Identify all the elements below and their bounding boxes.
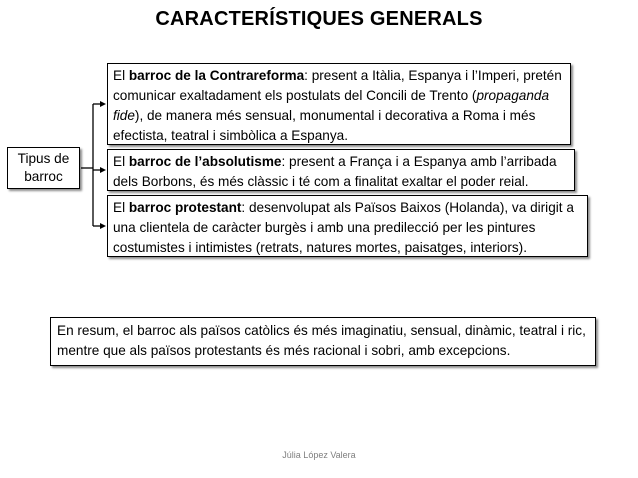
root-label-line1: Tipus de [17,151,70,166]
branch-text: : desenvolupat als Països Baixos (Holanda), va dirigit a una clientela de caràcter burgès i amb una predilecció per les pintures costumistes i intimistes (retrats, natures mortes, paisatges, interiors). [113,200,574,255]
branch-text: : present a Itàlia, Espanya i l’Imperi, pretén comunicar exaltadament els postulats del Concili de Trento ( [113,68,562,103]
branch-title: barroc protestant [128,200,242,215]
branch-title: barroc de l’absolutisme [128,154,282,169]
branch-absolutisme [107,149,575,191]
branch-prefix: El [113,68,129,83]
slide-title: CARACTERÍSTIQUES GENERALS [155,8,483,30]
summary-box: En resum, el barroc als països catòlics és més imaginatiu, sensual, dinàmic, teatral i ric, mentre que als països protestants és més racional i sobri, amb excepcions. [50,317,596,366]
branch-contrareforma [107,63,571,145]
branch-text: : present a França i a Espanya amb l’arribada dels Borbons, és més clàssic i té com a finalitat exaltar el poder reial. [113,154,557,189]
branch-italic-term: propaganda fide [113,88,550,123]
branch-text-end: ), de manera més sensual, monumental i decorativa a Roma i més efectista, teatral i simbòlica a Espanya. [113,108,536,143]
branch-protestant [107,195,588,257]
branch-prefix: El [113,154,129,169]
branch-title: barroc de la Contrareforma [128,68,305,83]
root-label-line2: barroc [24,169,63,184]
author-footer: Júlia López Valera [282,450,356,460]
root-node-tipus-de-barroc [7,147,80,189]
branch-prefix: El [113,200,129,215]
